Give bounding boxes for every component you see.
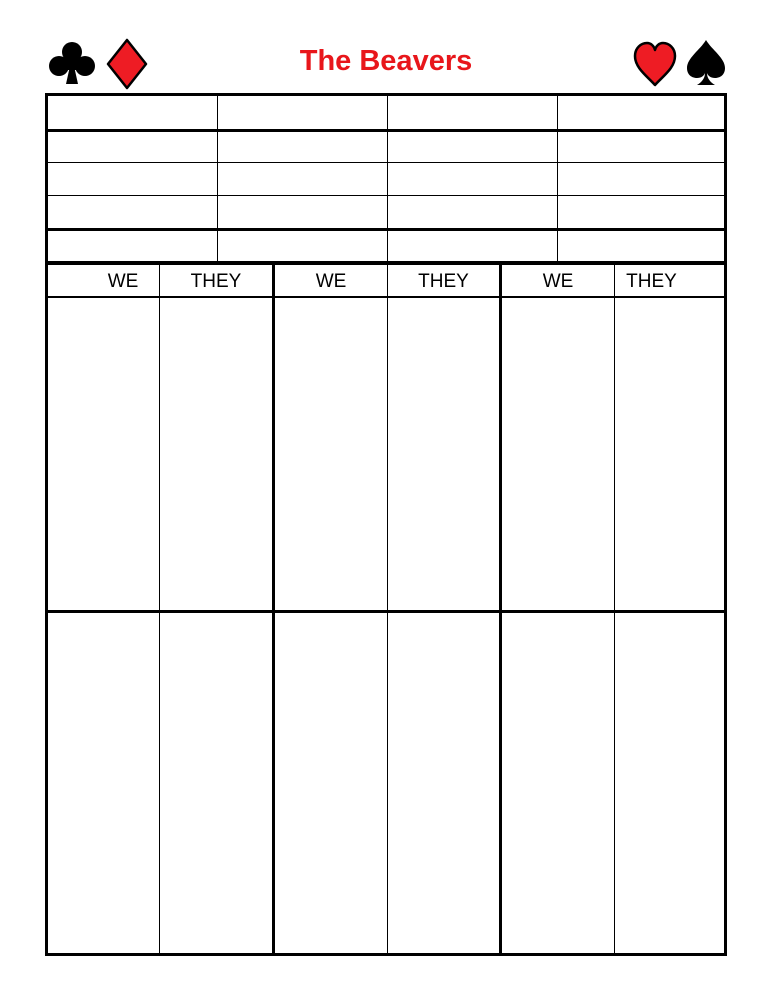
score-table: [45, 261, 727, 956]
name-cell[interactable]: [217, 163, 387, 195]
name-cell[interactable]: [48, 196, 217, 228]
column-divider: [159, 265, 160, 953]
we-header: WE: [315, 271, 347, 292]
name-cell[interactable]: [217, 132, 387, 162]
name-cell[interactable]: [217, 96, 387, 129]
we-header: WE: [107, 271, 139, 292]
name-cell[interactable]: [557, 196, 724, 228]
name-cell[interactable]: [387, 132, 557, 162]
page-title: The Beavers: [299, 45, 473, 77]
game-divider: [499, 265, 502, 953]
names-row: [48, 129, 724, 162]
we-header: WE: [542, 271, 574, 292]
name-cell[interactable]: [557, 132, 724, 162]
name-cell[interactable]: [48, 132, 217, 162]
name-cell[interactable]: [217, 196, 387, 228]
names-row: [48, 96, 724, 129]
name-cell[interactable]: [48, 231, 217, 261]
names-table: [45, 93, 727, 262]
name-cell[interactable]: [557, 231, 724, 261]
they-header: THEY: [626, 271, 677, 292]
name-cell[interactable]: [48, 163, 217, 195]
heart-icon: [632, 40, 678, 88]
header-divider: [48, 296, 724, 298]
name-cell[interactable]: [557, 163, 724, 195]
name-cell[interactable]: [557, 96, 724, 129]
name-cell[interactable]: [387, 96, 557, 129]
name-cell[interactable]: [387, 231, 557, 261]
they-header: THEY: [190, 271, 242, 292]
name-cell[interactable]: [387, 163, 557, 195]
names-row: [48, 162, 724, 195]
name-cell[interactable]: [48, 96, 217, 129]
game-divider: [272, 265, 275, 953]
names-row: [48, 228, 724, 261]
name-cell[interactable]: [217, 231, 387, 261]
column-divider: [614, 265, 615, 953]
names-row: [48, 195, 724, 228]
column-divider: [387, 265, 388, 953]
spade-icon: [684, 38, 728, 88]
header: [0, 0, 772, 94]
section-divider: [48, 610, 724, 613]
name-cell[interactable]: [387, 196, 557, 228]
they-header: THEY: [418, 271, 469, 292]
